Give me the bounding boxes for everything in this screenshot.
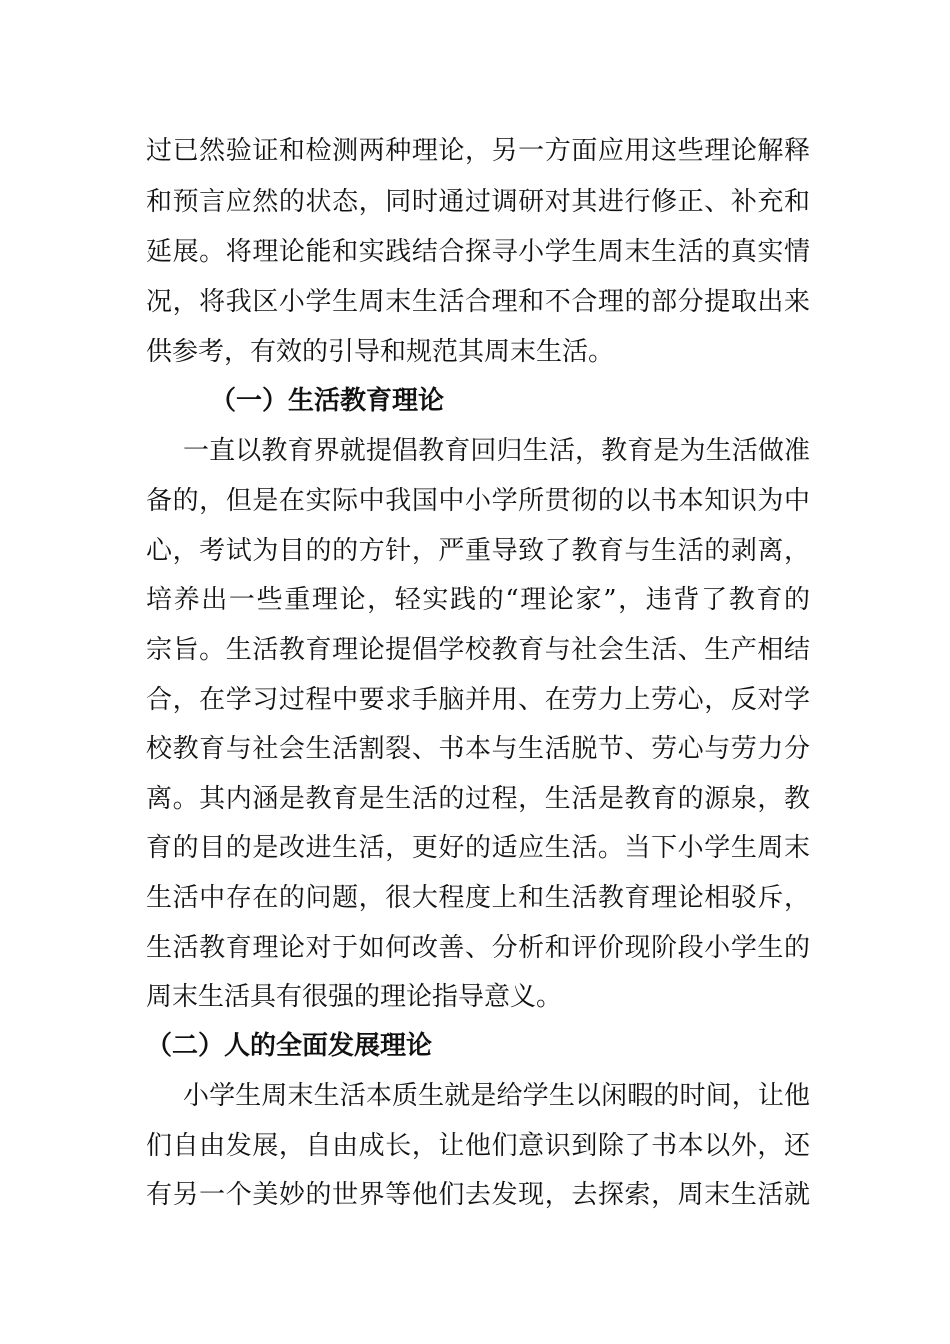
paragraph-line: 过已然验证和检测两种理论，另一方面应用这些理论解释 [146, 136, 810, 166]
paragraph-line: 们自由发展，自由成长，让他们意识到除了书本以外，还 [146, 1131, 810, 1161]
paragraph-line: 离。其内涵是教育是生活的过程，生活是教育的源泉，教 [146, 784, 810, 814]
paragraph-line: 一直以教育界就提倡教育回归生活，教育是为生活做准 [183, 436, 810, 466]
paragraph-line: 合，在学习过程中要求手脑并用、在劳力上劳心，反对学 [146, 685, 810, 715]
paragraph-line: 宗旨。生活教育理论提倡学校教育与社会生活、生产相结 [146, 635, 810, 665]
section-heading-2: （二）人的全面发展理论 [146, 1031, 433, 1061]
paragraph-line: 供参考，有效的引导和规范其周末生活。 [146, 337, 615, 367]
paragraph-line: 校教育与社会生活割裂、书本与生活脱节、劳心与劳力分 [146, 734, 810, 764]
paragraph-line: 有另一个美妙的世界等他们去发现，去探索，周末生活就 [146, 1180, 810, 1210]
paragraph-line: 况，将我区小学生周末生活合理和不合理的部分提取出来 [146, 287, 810, 317]
paragraph-line: 生活教育理论对于如何改善、分析和评价现阶段小学生的 [146, 933, 810, 963]
paragraph-line: 生活中存在的问题，很大程度上和生活教育理论相驳斥， [146, 883, 810, 913]
paragraph-line: 周末生活具有很强的理论指导意义。 [146, 982, 563, 1012]
paragraph-line: 和预言应然的状态，同时通过调研对其进行修正、补充和 [146, 187, 810, 217]
paragraph-line: 心，考试为目的的方针，严重导致了教育与生活的剥离， [146, 536, 810, 566]
section-heading-1: （一）生活教育理论 [210, 386, 445, 416]
paragraph-line: 延展。将理论能和实践结合探寻小学生周末生活的真实情 [146, 237, 810, 267]
paragraph-line: 小学生周末生活本质生就是给学生以闲暇的时间，让他 [183, 1081, 810, 1111]
paragraph-line: 培养出一些重理论，轻实践的“理论家”，违背了教育的 [146, 585, 810, 615]
paragraph-line: 备的，但是在实际中我国中小学所贯彻的以书本知识为中 [146, 486, 810, 516]
paragraph-line: 育的目的是改进生活，更好的适应生活。当下小学生周末 [146, 833, 810, 863]
